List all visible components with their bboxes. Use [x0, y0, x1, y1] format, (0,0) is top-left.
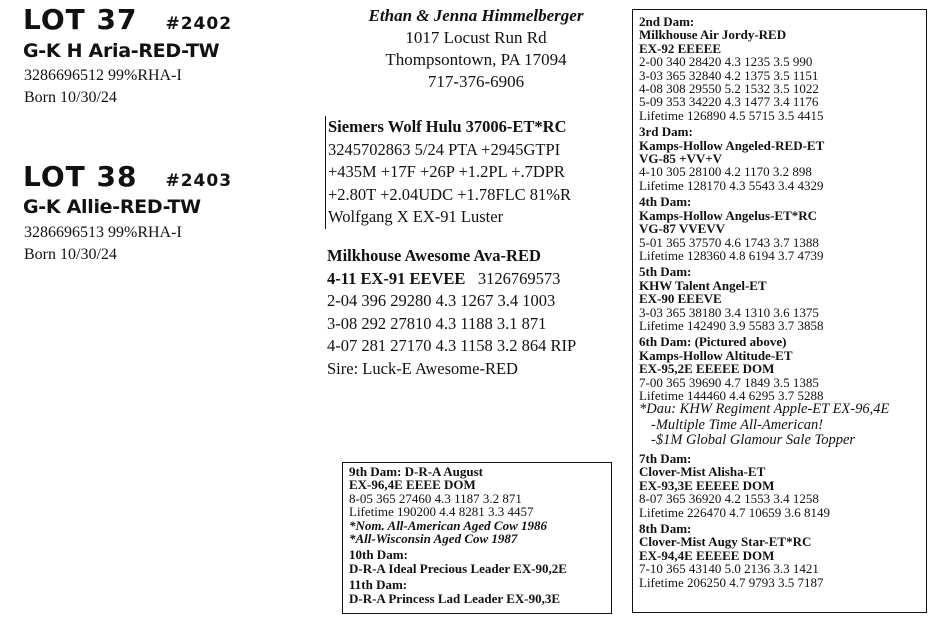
- lot-38-animal-name: G-K Allie-RED-TW: [23, 196, 201, 218]
- dam-record: 5-09 353 34220 4.3 1477 3.4 1176: [639, 94, 819, 110]
- tenth-dam-name: D-R-A Ideal Precious Leader EX-90,2E: [349, 560, 567, 576]
- dam-note: -Multiple Time All-American!: [651, 416, 824, 433]
- sire-line: +435M +17F +26P +1.2PL +.7DPR: [328, 162, 565, 181]
- pedigree-box: [632, 9, 927, 613]
- dam-lifetime: Lifetime 206250 4.7 9793 3.5 7187: [639, 574, 824, 590]
- dam-label: 6th Dam: (Pictured above): [639, 334, 787, 350]
- lot-37-number: LOT 37: [23, 3, 138, 36]
- dam-lifetime: Lifetime 226470 4.7 10659 3.6 8149: [639, 504, 831, 520]
- eleventh-dam-name: D-R-A Princess Lad Leader EX-90,3E: [349, 590, 561, 606]
- lot-37-animal-name: G-K H Aria-RED-TW: [23, 40, 220, 62]
- dam-record: 2-00 340 28420 4.3 1235 3.5 990: [639, 54, 813, 70]
- sire-line: 3245702863 5/24 PTA +2945GTPI: [328, 139, 561, 159]
- dam-record: 7-10 365 43140 5.0 2136 3.3 1421: [639, 561, 819, 577]
- dam-lifetime: Lifetime 126890 4.5 5715 3.5 4415: [639, 107, 824, 123]
- consignor-city: Thompsontown, PA 17094: [385, 50, 567, 69]
- dam-class-line: [327, 268, 576, 291]
- dam-name: Clover-Mist Augy Star-ET*RC: [639, 534, 812, 550]
- lot-37-header: [23, 3, 233, 36]
- consignor-phone: 717-376-6906: [427, 72, 525, 91]
- dam-lifetime: Lifetime 144460 4.4 6295 3.7 5288: [639, 387, 824, 403]
- dam-lifetime: Lifetime 128360 4.8 6194 3.7 4739: [639, 247, 824, 263]
- dam-lifetime: Lifetime 128170 4.3 5543 3.4 4329: [639, 177, 824, 193]
- dam-name: Milkhouse Awesome Ava-RED: [327, 246, 541, 265]
- dam-classification: VG-85 +VV+V: [639, 151, 723, 167]
- eleventh-dam-label: 11th Dam:: [349, 577, 408, 593]
- dam-record: 7-00 365 39690 4.7 1849 3.5 1385: [639, 374, 819, 390]
- dam-label: 8th Dam:: [639, 520, 692, 536]
- dam-name: Kamps-Hollow Altitude-ET: [639, 347, 793, 363]
- dam-record: 4-10 305 28100 4.2 1170 3.2 898: [639, 164, 812, 180]
- dam-label: 7th Dam:: [639, 450, 692, 466]
- lot-38-id-line: 3286696513 99%RHA-I: [24, 224, 182, 241]
- lot-38-header: [23, 160, 233, 193]
- lot-37-id-line: 3286696512 99%RHA-I: [24, 67, 182, 84]
- lot-38-number: LOT 38: [23, 160, 138, 193]
- dam-record: 4-07 281 27170 4.3 1158 3.2 864 RIP: [327, 336, 577, 355]
- dam-classification: EX-95,2E EEEEE DOM: [639, 361, 775, 377]
- dam-classification: EX-90 EEEVE: [639, 291, 722, 307]
- dam-classification: EX-94,4E EEEEE DOM: [639, 547, 775, 563]
- consignor-name: Ethan & Jenna Himmelberger: [368, 6, 584, 25]
- dam-name: Milkhouse Air Jordy-RED: [639, 27, 787, 43]
- dam-record: 3-03 365 32840 4.2 1375 3.5 1151: [639, 67, 819, 83]
- dam-record: 2-04 396 29280 4.3 1267 3.4 1003: [327, 291, 556, 310]
- dam-classification: 4-11 EX-91 EEVEE: [327, 268, 466, 288]
- dam-classification: EX-93,3E EEEEE DOM: [639, 477, 775, 493]
- sire-line: +2.80T +2.04UDC +1.78FLC 81%R: [328, 184, 572, 204]
- consignor-address: 1017 Locust Run Rd: [405, 28, 547, 47]
- lot-38-born: Born 10/30/24: [24, 246, 117, 263]
- lower-pedigree-box: [342, 462, 612, 614]
- lot-37-born: Born 10/30/24: [24, 89, 117, 106]
- dam-classification: EX-92 EEEEE: [639, 40, 721, 56]
- dam-record: 4-08 308 29550 5.2 1532 3.5 1022: [639, 81, 819, 97]
- consignor-block: [336, 5, 616, 93]
- dam-label: 5th Dam:: [639, 264, 692, 280]
- ninth-dam-classification: EX-96,4E EEEE DOM: [349, 477, 476, 493]
- ninth-dam-lifetime: Lifetime 190200 4.4 8281 3.3 4457: [349, 504, 534, 520]
- dam-note: *Dau: KHW Regiment Apple-ET EX-96,4E: [639, 401, 890, 418]
- ninth-dam-note: *All-Wisconsin Aged Cow 1987: [349, 531, 518, 547]
- dam-record: 5-01 365 37570 4.6 1743 3.7 1388: [639, 234, 819, 250]
- ninth-dam-record: 8-05 365 27460 4.3 1187 3.2 871: [349, 490, 522, 506]
- dam-name: Kamps-Hollow Angeled-RED-ET: [639, 137, 825, 153]
- dam-record: 3-08 292 27810 4.3 1188 3.1 871: [327, 313, 547, 333]
- dam-classification: VG-87 VVEVV: [639, 221, 726, 237]
- dam-label: 4th Dam:: [639, 194, 692, 210]
- ninth-dam-label: 9th Dam: D-R-A August: [349, 464, 483, 479]
- lot-37-sale-id: #2402: [165, 14, 233, 34]
- dam-record: 8-07 365 36920 4.2 1553 3.4 1258: [639, 491, 819, 507]
- sire-name: Siemers Wolf Hulu 37006-ET*RC: [328, 117, 567, 136]
- dam-record: 3-03 365 38180 3.4 1310 3.6 1375: [639, 304, 819, 320]
- sire-line: Wolfgang X EX-91 Luster: [328, 207, 504, 226]
- ninth-dam-note: *Nom. All-American Aged Cow 1986: [349, 517, 548, 533]
- lot-38-sale-id: #2403: [165, 171, 233, 191]
- dam-note: -$1M Global Glamour Sale Topper: [651, 432, 856, 449]
- dam-block: [327, 245, 576, 380]
- dam-sire: Sire: Luck-E Awesome-RED: [327, 358, 518, 378]
- dam-label: 3rd Dam:: [639, 124, 693, 140]
- dam-registration: 3126769573: [477, 268, 561, 288]
- dam-name: Clover-Mist Alisha-ET: [639, 464, 766, 480]
- dam-name: KHW Talent Angel-ET: [639, 277, 767, 293]
- dam-name: Kamps-Hollow Angelus-ET*RC: [639, 207, 818, 223]
- tenth-dam-label: 10th Dam:: [349, 547, 408, 563]
- sire-block: [325, 116, 571, 229]
- dam-lifetime: Lifetime 142490 3.9 5583 3.7 3858: [639, 317, 824, 333]
- dam-label: 2nd Dam:: [639, 14, 695, 29]
